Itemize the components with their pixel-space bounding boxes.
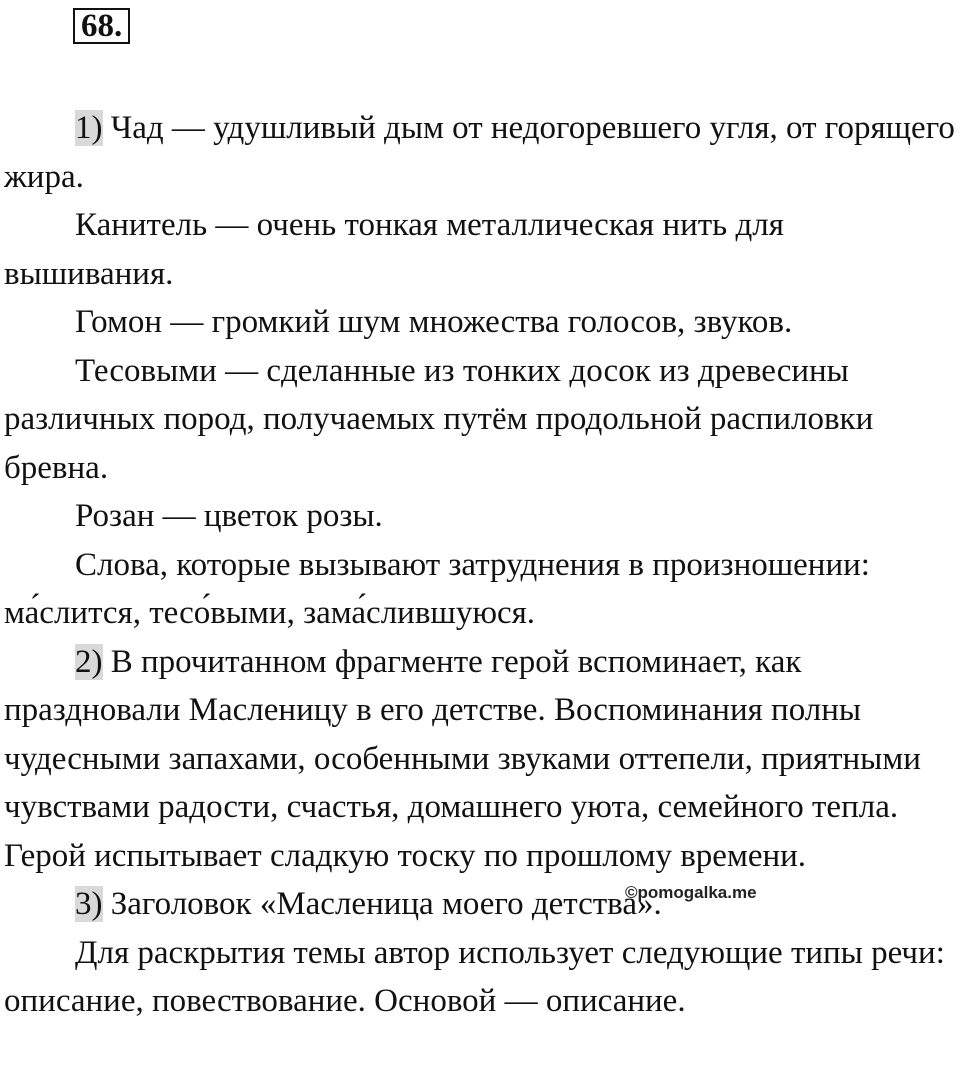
paragraph (4, 201, 960, 298)
paragraph (4, 541, 960, 638)
item-marker: 2) (75, 643, 103, 680)
task-number-text: 68. (81, 8, 123, 44)
watermark: ©pomogalka.me (625, 883, 757, 902)
paragraph-text: Канитель — очень тонкая металлическая нить для вышивания. (4, 207, 784, 292)
paragraph-text: Заголовок «Масленица моего детства». (102, 886, 662, 922)
item-marker: 1) (75, 110, 103, 146)
paragraph (4, 929, 960, 1026)
paragraph-text: Чад — удушливый дым от недогоревшего угля, от горящего жира. (4, 110, 955, 195)
paragraph-text: Для раскрытия темы автор использует следующие типы речи: описание, повествование. Основой — описание. (4, 934, 945, 1019)
paragraph (4, 298, 960, 347)
paragraph (4, 880, 960, 929)
paragraph-text: Розан — цветок розы. (75, 498, 383, 534)
paragraph-text: Слова, которые вызывают затруднения в произношении: ма́слится, тесо́выми, зама́слившуюся. (4, 546, 870, 631)
paragraph (4, 347, 960, 493)
answer-text (4, 104, 960, 1026)
paragraph-text: В прочитанном фрагменте герой вспоминает, как праздновали Масленицу в его детстве. Воспоминания полны чудесными запахами, особенными звуками оттепели, приятными чувствами радости, счастья, домашнего уюта, семейного тепла. Герой испытывает сладкую тоску по прошлому времени. (4, 643, 921, 874)
task-number (73, 8, 130, 44)
item-marker: 3) (75, 886, 103, 922)
paragraph-text: Гомон — громкий шум множества голосов, звуков. (75, 304, 793, 340)
paragraph-text: Тесовыми — сделанные из тонких досок из древесины различных пород, получаемых путём продольной распиловки бревна. (4, 352, 874, 486)
paragraph (4, 638, 960, 881)
paragraph (4, 104, 960, 201)
paragraph (4, 492, 960, 541)
